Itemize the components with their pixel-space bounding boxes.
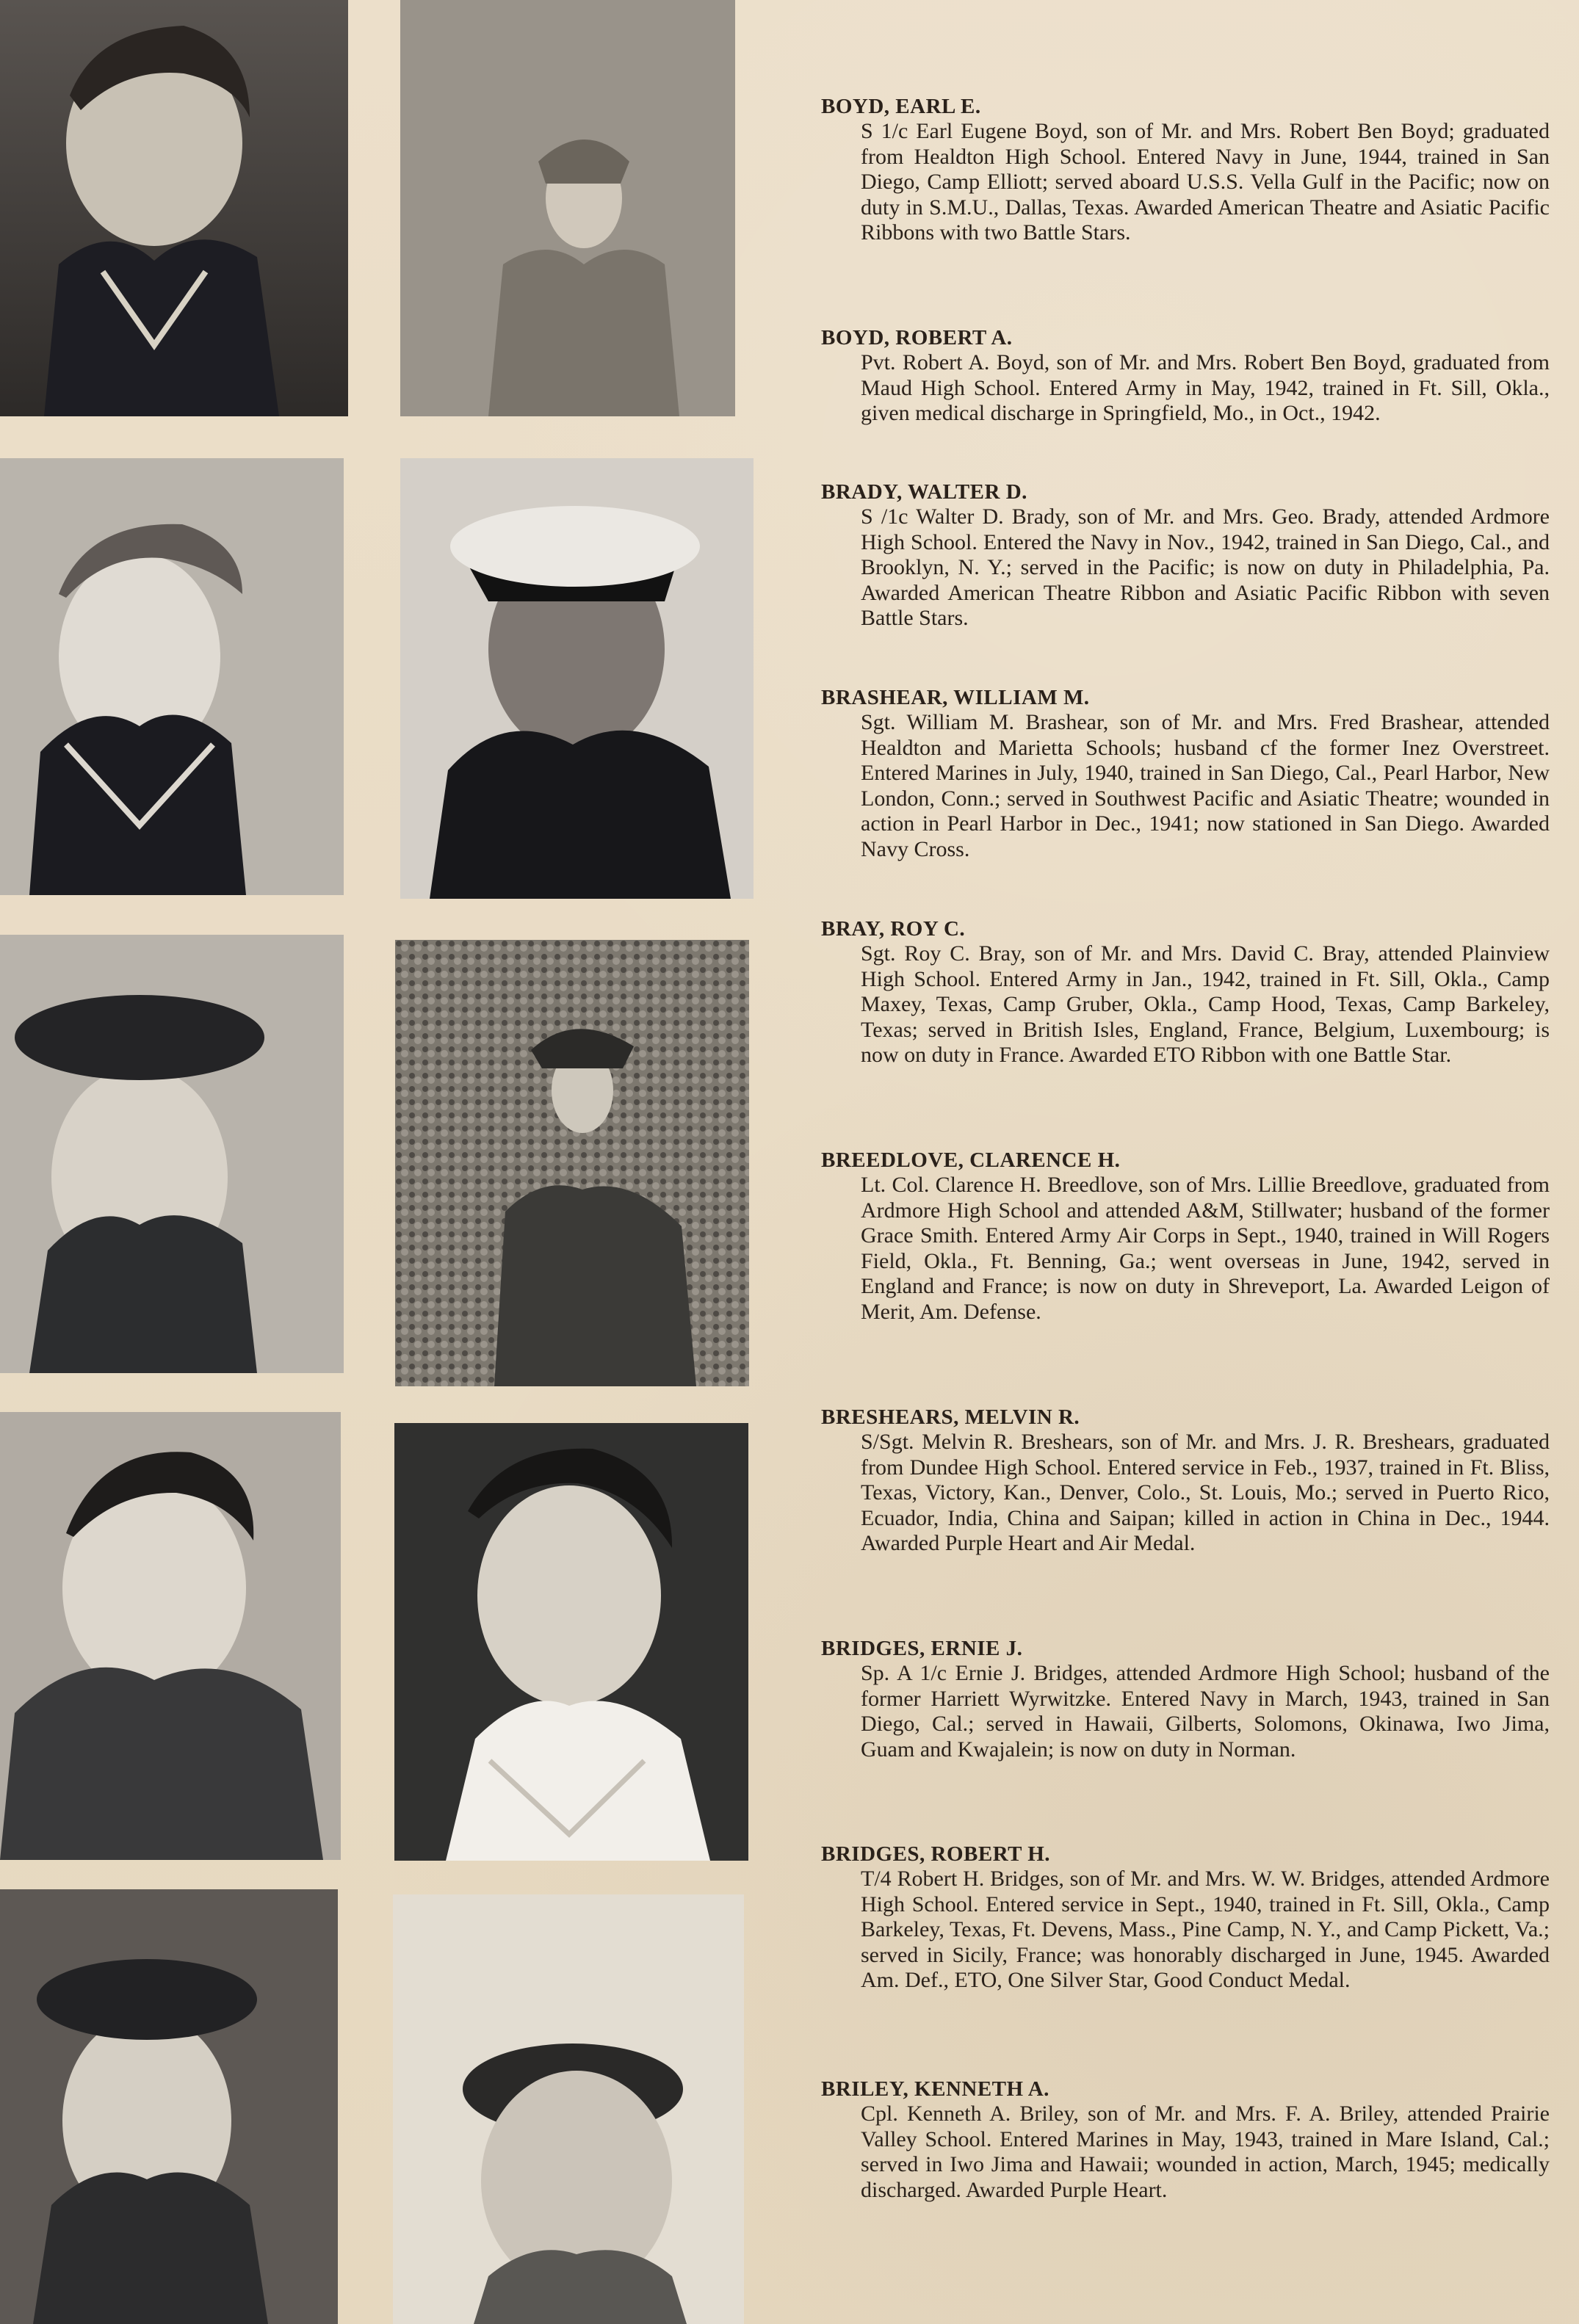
entry-text: S/Sgt. Melvin R. Breshears, son of Mr. and Mrs. J. R. Breshears, graduated from Dundee High School. Entered service in Feb., 1937, trained in Ft. Bliss, Texas, Victory, Kan., Denver, Colo., St. Louis, Mo.; served in Puerto Rico, Ecuador, India, China and Saipan; killed in action in China in Dec., 1944. Awarded Purple Heart and Air Medal. <box>861 1430 1550 1555</box>
entry-name: BRIDGES, ROBERT H. <box>821 1842 1051 1866</box>
entry-briley-kenneth <box>821 2077 1550 2203</box>
entry-text: Sp. A 1/c Ernie J. Bridges, attended Ardmore High School; husband of the former Harriett Wyrwitzke. Entered Navy in March, 1943, trained in San Diego, Cal.; served in Hawaii, Gilberts, Solomons, Okinawa, Iwo Jima, Guam and Kwajalein; is now on duty in Norman. <box>861 1661 1550 1762</box>
portrait-photo-bridges-ernie <box>394 1423 748 1861</box>
entry-bridges-ernie <box>821 1636 1550 1762</box>
entry-text: Pvt. Robert A. Boyd, son of Mr. and Mrs. Robert Ben Boyd, graduated from Maud High School. Entered Army in May, 1942, trained in Ft. Sill, Okla., given medical discharge in Springfield, Mo., in Oct., 1942. <box>861 350 1550 425</box>
entry-breedlove-clarence <box>821 1148 1550 1325</box>
entry-brady-walter <box>821 479 1550 631</box>
entry-name: BRESHEARS, MELVIN R. <box>821 1405 1080 1429</box>
portrait-photo-bray-roy <box>0 935 344 1373</box>
entry-text: S /1c Walter D. Brady, son of Mr. and Mrs. Geo. Brady, attended Ardmore High School. Entered the Navy in Nov., 1942, trained in San Diego, Cal., and Brooklyn, N. Y.; served in the Pacific; is now on duty in Philadelphia, Pa. Awarded American Theatre Ribbon and Asiatic Pacific Ribbon with seven Battle Stars. <box>861 504 1550 630</box>
entry-name: BRIDGES, ERNIE J. <box>821 1637 1023 1660</box>
entry-text: S 1/c Earl Eugene Boyd, son of Mr. and Mrs. Robert Ben Boyd; graduated from Healdton High School. Entered Navy in June, 1944, trained in San Diego, Camp Elliott; served aboard U.S.S. Vella Gulf in the Pacific; now on duty in S.M.U., Dallas, Texas. Awarded American Theatre and Asiatic Pacific Ribbons with two Battle Stars. <box>861 119 1550 245</box>
entry-name: BOYD, ROBERT A. <box>821 326 1013 350</box>
entry-boyd-robert <box>821 325 1550 427</box>
portrait-photo-briley-kenneth <box>393 1894 744 2324</box>
entry-name: BRADY, WALTER D. <box>821 480 1027 504</box>
entry-name: BRASHEAR, WILLIAM M. <box>821 686 1090 709</box>
portrait-photo-bridges-robert <box>0 1889 338 2324</box>
entry-name: BRAY, ROY C. <box>821 917 966 941</box>
entry-text: Lt. Col. Clarence H. Breedlove, son of Mrs. Lillie Breedlove, graduated from Ardmore High School and attended A&M, Stillwater; husband of the former Grace Smith. Entered Army Air Corps in Sept., 1940, trained in Will Rogers Field, Okla., Ft. Benning, Ga.; went overseas in June, 1942, served in England and France; is now on duty in Shreveport, La. Awarded Leigon of Merit, Am. Defense. <box>861 1173 1550 1324</box>
entry-text: T/4 Robert H. Bridges, son of Mr. and Mrs. W. W. Bridges, attended Ardmore High School. Entered service in Sept., 1940, trained in Ft. Sill, Okla., Camp Barkeley, Texas, Ft. Devens, Mass., Pine Camp, N. Y., and Camp Pickett, Va.; served in Sicily, France; was honorably discharged in June, 1945. Awarded Am. Def., ETO, One Silver Star, Good Conduct Medal. <box>861 1867 1550 1992</box>
portrait-photo-brashear-william <box>400 458 754 899</box>
portrait-photo-brady-walter <box>0 458 344 895</box>
portrait-photo-boyd-robert <box>400 0 735 416</box>
entry-boyd-earl <box>821 94 1550 246</box>
portrait-photo-breedlove-clarence <box>395 940 749 1386</box>
entry-brashear-william <box>821 685 1550 862</box>
entry-text: Cpl. Kenneth A. Briley, son of Mr. and Mrs. F. A. Briley, attended Prairie Valley School. Entered Marines in May, 1943, trained in Mare Island, Cal.; served in Iwo Jima and Hawaii; wounded in action, March, 1945; medically discharged. Awarded Purple Heart. <box>861 2102 1550 2202</box>
entry-text: Sgt. William M. Brashear, son of Mr. and Mrs. Fred Brashear, attended Healdton and Marietta Schools; husband cf the former Inez Overstreet. Entered Marines in July, 1940, trained in San Diego, Cal., Pearl Harbor, New London, Conn.; served in Southwest Pacific and Asiatic Theatre; wounded in action in Pearl Harbor in Dec., 1941; now stationed in San Diego. Awarded Navy Cross. <box>861 710 1550 861</box>
portrait-columns <box>0 0 756 2324</box>
entry-breshears-melvin <box>821 1405 1550 1557</box>
entry-name: BREEDLOVE, CLARENCE H. <box>821 1148 1121 1172</box>
entry-name: BRILEY, KENNETH A. <box>821 2077 1049 2101</box>
entry-bridges-robert <box>821 1842 1550 1994</box>
entry-name: BOYD, EARL E. <box>821 95 981 118</box>
entry-bray-roy <box>821 916 1550 1068</box>
entry-text: Sgt. Roy C. Bray, son of Mr. and Mrs. David C. Bray, attended Plainview High School. Entered Army in Jan., 1942, trained in Ft. Sill, Okla., Camp Maxey, Texas, Camp Gruber, Okla., Camp Hood, Texas, Camp Barkeley, Texas; served in British Isles, England, France, Belgium, Luxembourg; is now on duty in France. Awarded ETO Ribbon with one Battle Star. <box>861 941 1550 1067</box>
portrait-photo-breshears-melvin <box>0 1412 341 1860</box>
portrait-photo-boyd-earl <box>0 0 348 416</box>
